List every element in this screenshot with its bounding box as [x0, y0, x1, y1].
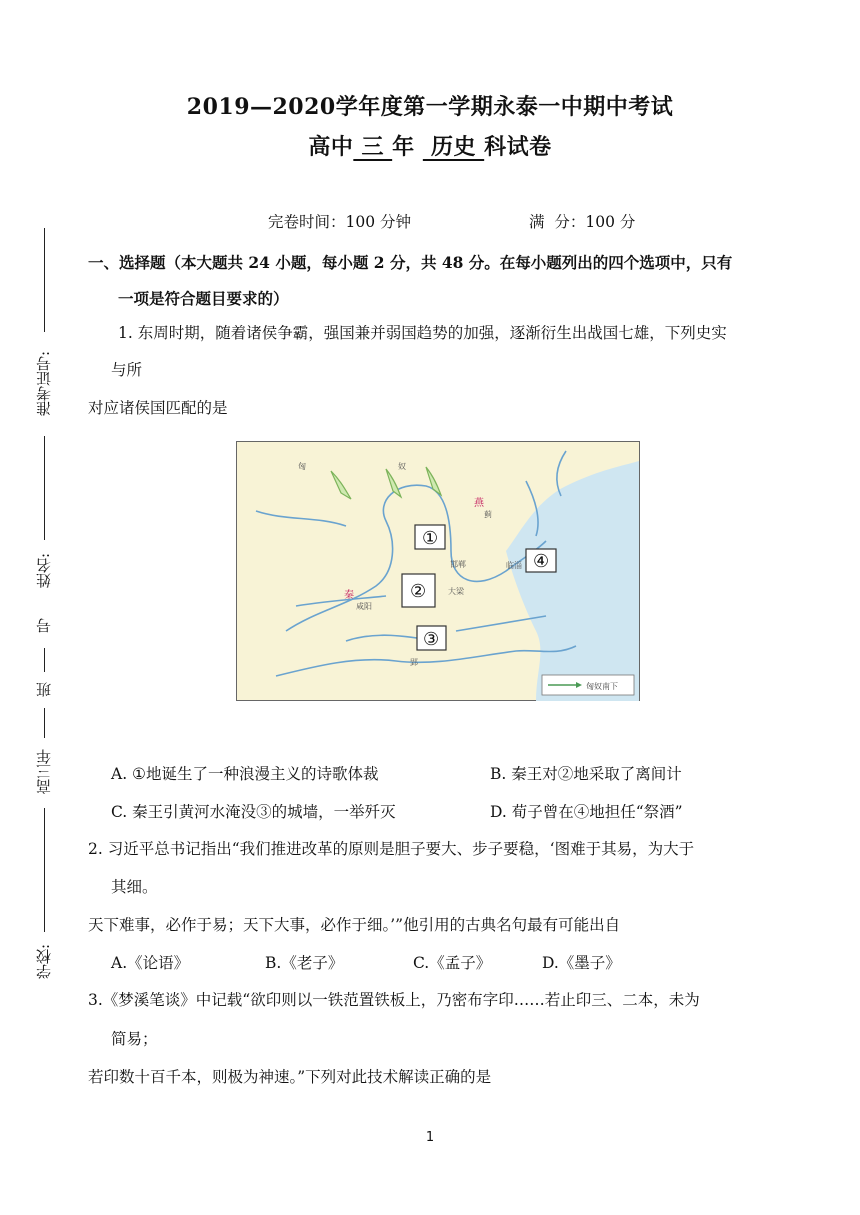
margin-line-1 — [44, 228, 45, 332]
q2-stem-cont: 其细。 — [111, 878, 158, 896]
label-daliang: 大梁 — [448, 587, 464, 596]
label-xiongnu-2: 奴 — [398, 462, 406, 471]
exam-title: 2019—2020学年度第一学期永泰一中期中考试 — [186, 94, 674, 120]
label-linzi: 临淄 — [506, 561, 522, 570]
q1-option-b: B. 秦王对②地采取了离间计 — [490, 765, 682, 783]
section1-heading: 一、选择题（本大题共 24 小题，每小题 2 分，共 48 分。在每小题列出的四个选项中，只有 — [88, 253, 733, 272]
q2-option-a: A.《论语》 — [111, 954, 190, 972]
marker-2: ② — [410, 581, 427, 602]
subject-blank: 历史 — [422, 134, 485, 160]
label-ying: 郢 — [410, 658, 418, 667]
margin-line-4 — [44, 708, 45, 738]
page-number: 1 — [425, 1130, 435, 1145]
q2-option-c: C.《孟子》 — [413, 954, 492, 972]
label-ji: 蓟 — [484, 510, 492, 519]
q2-stem: 2. 习近平总书记指出“我们推进改革的原则是胆子要大、步子要稳，‘图难于其易，为大于 — [88, 840, 695, 858]
q1-stem-cont2: 对应诸侯国匹配的是 — [88, 399, 228, 417]
margin-exam-id-label: 准考证号: — [35, 350, 53, 416]
grade-blank: 三 — [353, 134, 393, 160]
map-legend: 匈奴南下 — [586, 682, 618, 691]
q2-option-b: B.《老子》 — [265, 954, 344, 972]
q1-option-d: D. 荀子曾在④地担任“祭酒” — [490, 803, 683, 821]
margin-line-2 — [44, 436, 45, 540]
label-yan: 燕 — [474, 498, 484, 509]
exam-subtitle — [0, 130, 860, 161]
q1-option-c: C. 秦王引黄河水淹没③的城墙，一举歼灭 — [111, 803, 396, 821]
margin-name-label: 姓名: — [35, 552, 53, 588]
marker-4: ④ — [533, 551, 550, 572]
q2-option-d: D.《墨子》 — [542, 954, 621, 972]
map-svg — [236, 441, 640, 701]
subtitle-suffix: 科试卷 — [484, 134, 552, 160]
margin-class-label: 班 — [35, 682, 53, 698]
q2-stem-cont2: 天下难事，必作于易；天下大事，必作于细。’”他引用的古典名句最有可能出自 — [88, 916, 621, 934]
q3-stem-cont2: 若印数十百千本，则极为神速。”下列对此技术解读正确的是 — [88, 1068, 492, 1086]
margin-number-label: 号 — [35, 618, 53, 634]
label-qin: 秦 — [344, 590, 354, 601]
warring-states-map — [236, 441, 640, 701]
label-xianyang: 咸阳 — [356, 602, 372, 611]
margin-line-5 — [44, 808, 45, 932]
margin-grade-label: 高三年 — [35, 749, 53, 795]
q3-stem-cont: 简易； — [111, 1030, 158, 1048]
margin-school-label: 学校: — [35, 943, 53, 979]
subtitle-mid: 年 — [392, 134, 415, 160]
q1-option-a: A. ①地诞生了一种浪漫主义的诗歌体裁 — [111, 765, 379, 783]
subtitle-prefix: 高中 — [308, 134, 354, 160]
marker-1: ① — [422, 528, 439, 549]
section1-heading-cont: 一项是符合题目要求的） — [118, 289, 289, 308]
q3-stem: 3.《梦溪笔谈》中记载“欲印则以一铁范置铁板上，乃密布字印……若止印三、二本，未为 — [88, 991, 700, 1009]
time-info: 完卷时间：100 分钟 — [268, 213, 412, 231]
score-info: 满 分：100 分 — [529, 213, 636, 231]
q1-stem-cont: 与所 — [111, 361, 143, 379]
q1-stem: 1. 东周时期，随着诸侯争霸，强国兼并弱国趋势的加强，逐渐衍生出战国七雄，下列史实 — [118, 324, 727, 342]
marker-3: ③ — [423, 629, 440, 650]
label-handan: 邯郸 — [450, 560, 466, 569]
label-xiongnu-1: 匈 — [298, 462, 306, 471]
margin-line-3 — [44, 648, 45, 672]
